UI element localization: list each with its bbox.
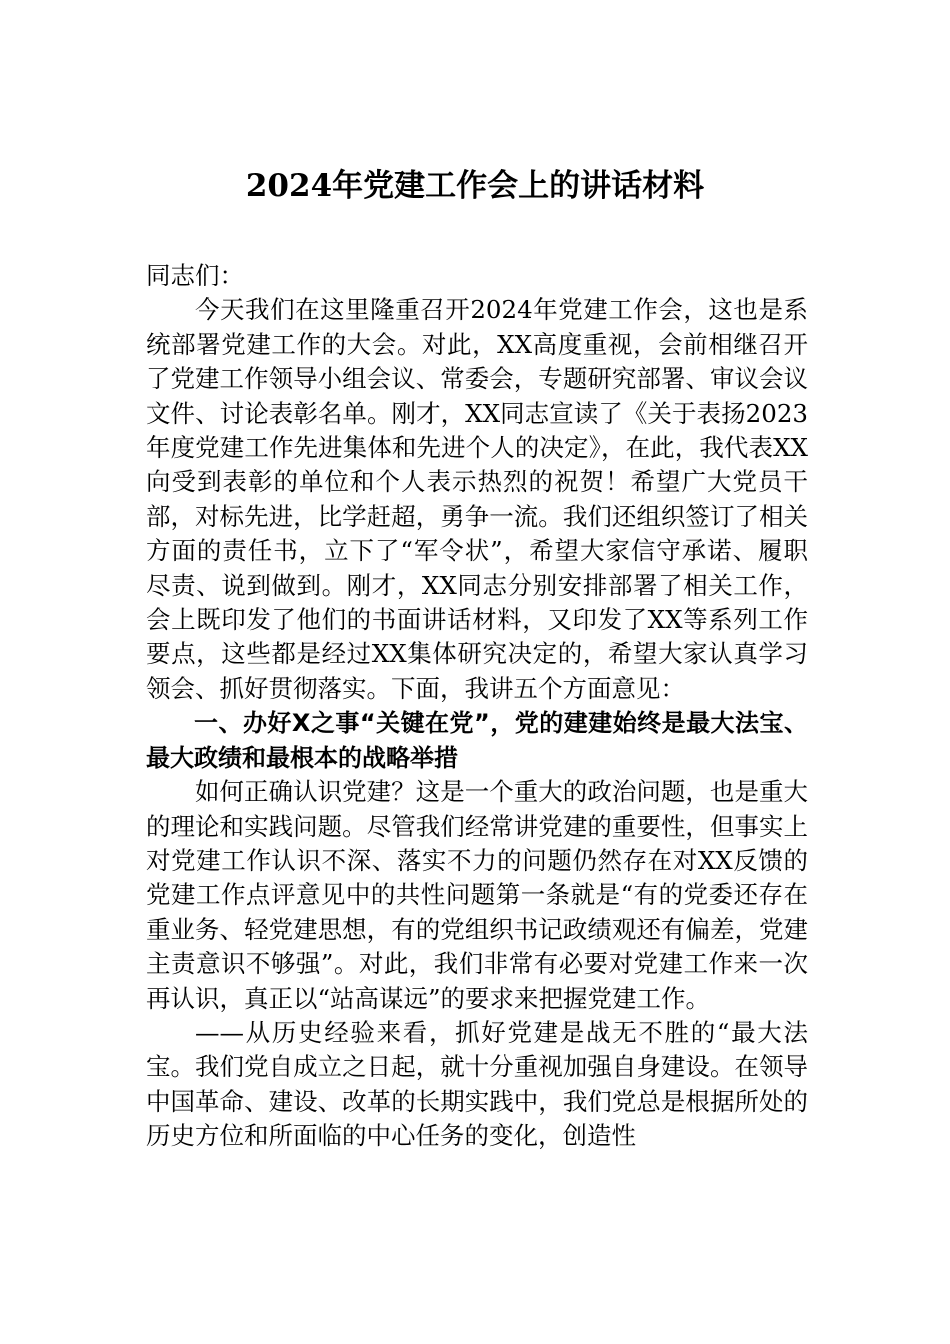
section-paragraph: ——从历史经验来看，抓好党建是战无不胜的“最大法宝。我们党自成立之日起，就十分重视加强自身建设。在领导中国革命、建设、改革的长期实践中，我们党总是根据所处的历史方位和所面临的中心任务的变化，创造性 — [146, 1017, 808, 1151]
document-body — [146, 259, 808, 1154]
section-heading: 一、办好X之事“关键在党”，党的建建始终是最大法宝、最大政绩和最根本的战略举措 — [146, 709, 808, 772]
opening-paragraph: 今天我们在这里隆重召开2024年党建工作会，这也是系统部署党建工作的大会。对此，XX高度重视，会前相继召开了党建工作领导小组会议、常委会，专题研究部署、审议会议文件、讨论表彰名单。刚才，XX同志宣读了《关于表扬2023年度党建工作先进集体和先进个人的决定》，在此，我代表XX向受到表彰的单位和个人表示热烈的祝贺！希望广大党员干部，对标先进，比学赶超，勇争一流。我们还组织签订了相关方面的责任书，立下了“军令状”，希望大家信守承诺、履职尽责、说到做到。刚才，XX同志分别安排部署了相关工作，会上既印发了他们的书面讲话材料，又印发了XX等系列工作要点，这些都是经过XX集体研究决定的，希望大家认真学习领会、抓好贯彻落实。下面，我讲五个方面意见： — [146, 295, 808, 703]
salutation: 同志们： — [146, 261, 244, 290]
section-paragraph: 如何正确认识党建？这是一个重大的政治问题，也是重大的理论和实践问题。尽管我们经常讲党建的重要性，但事实上对党建工作认识不深、落实不力的问题仍然存在对XX反馈的党建工作点评意见中的共性问题第一条就是“有的党委还存在重业务、轻党建思想，有的党组织书记政绩观还有偏差，党建主责意识不够强”。对此，我们非常有必要对党建工作来一次再认识，真正以“站高谋远”的要求来把握党建工作。 — [146, 777, 808, 1013]
document-title: 2024年党建工作会上的讲话材料 — [245, 168, 705, 204]
